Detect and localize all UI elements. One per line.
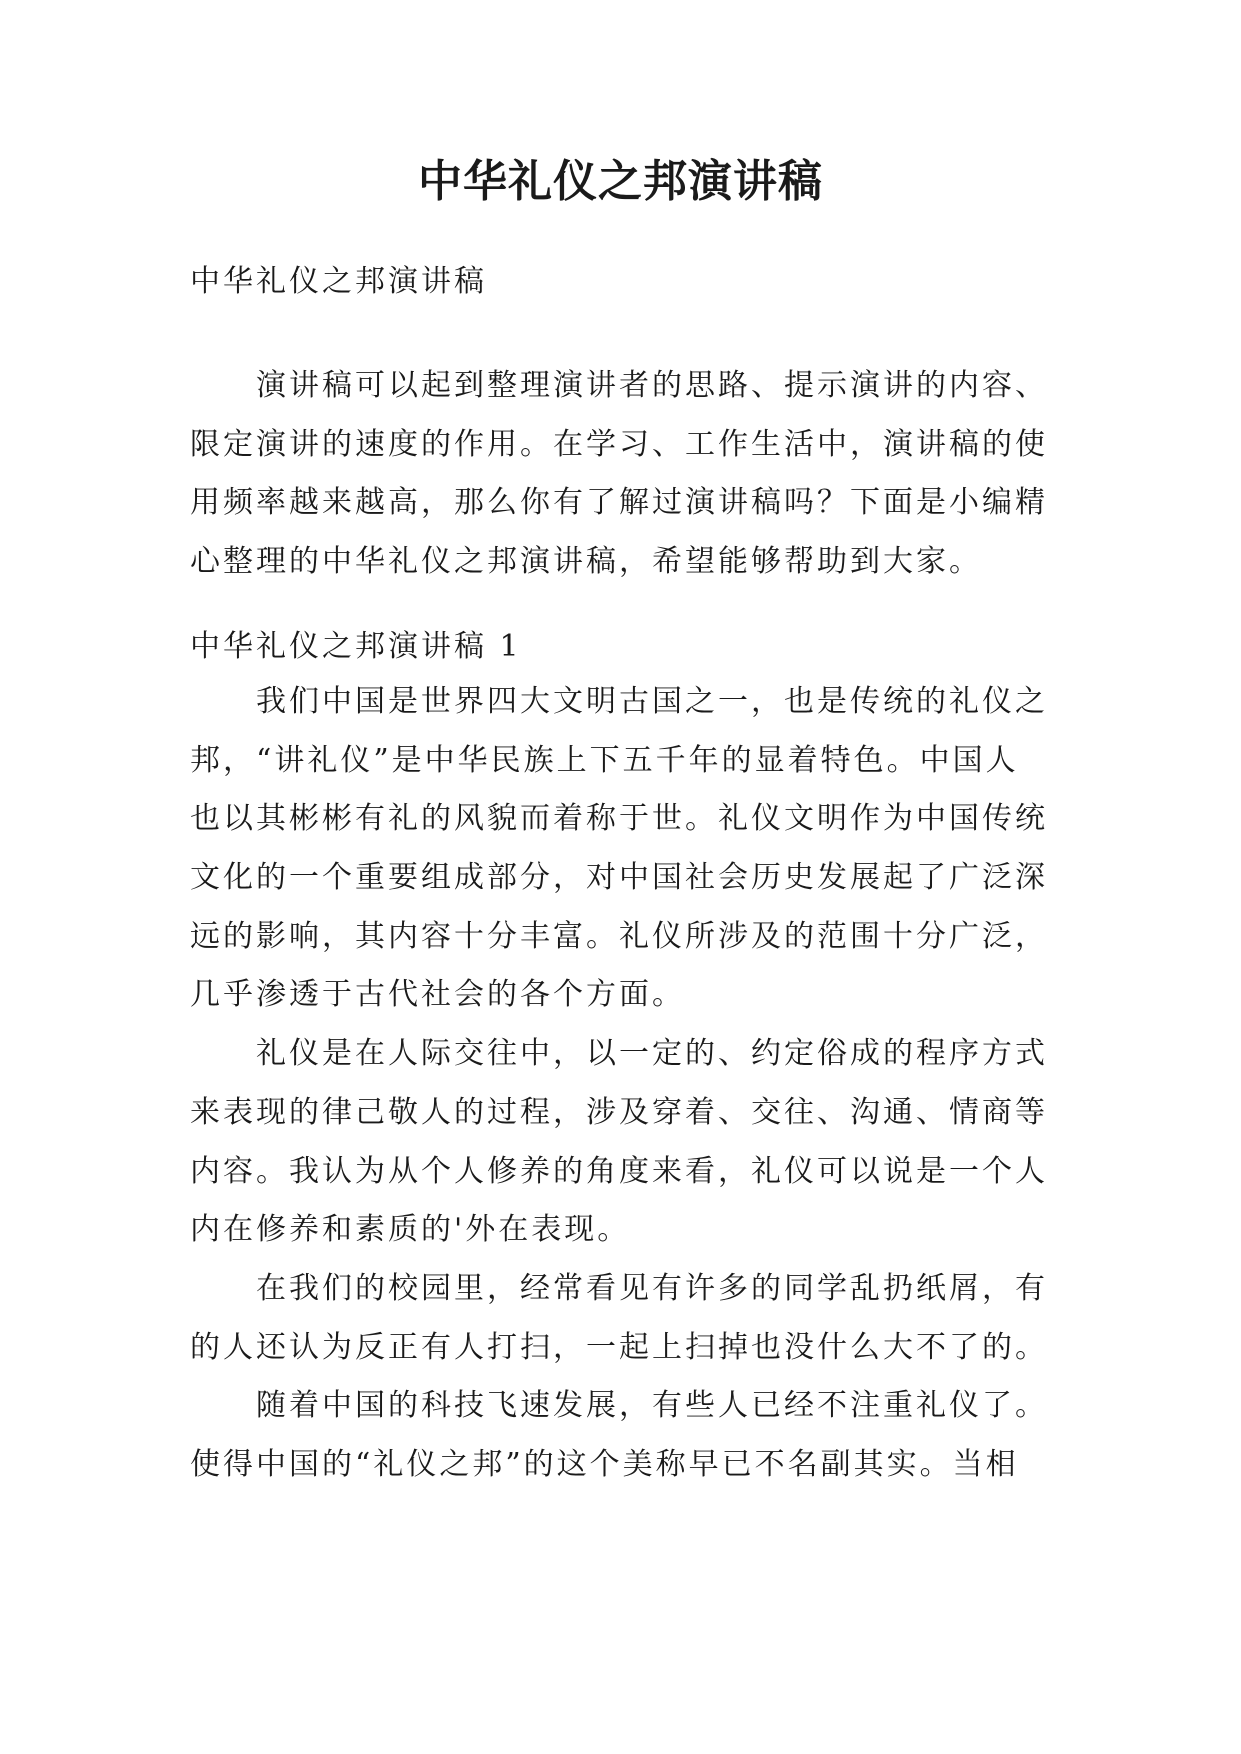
section-heading: 中华礼仪之邦演讲稿 1 xyxy=(190,629,522,664)
section-line: 几乎渗透于古代社会的各个方面。 xyxy=(190,977,685,1013)
section-line: 邦，“讲礼仪”是中华民族上下五千年的显着特色。中国人 xyxy=(190,742,1019,778)
section-line: 文化的一个重要组成部分，对中国社会历史发展起了广泛深 xyxy=(190,860,1048,896)
intro-line: 演讲稿可以起到整理演讲者的思路、提示演讲的内容、 xyxy=(190,368,1048,403)
section-line: 内容。我认为从个人修养的角度来看，礼仪可以说是一个人 xyxy=(190,1153,1048,1189)
section-line: 的人还认为反正有人打扫，一起上扫掉也没什么大不了的。 xyxy=(190,1329,1048,1365)
section-line: 礼仪是在人际交往中，以一定的、约定俗成的程序方式 xyxy=(190,1036,1048,1072)
intro-line: 用频率越来越高，那么你有了解过演讲稿吗？下面是小编精 xyxy=(190,485,1048,521)
section-line: 在我们的校园里，经常看见有许多的同学乱扔纸屑，有 xyxy=(190,1270,1048,1306)
section-line: 随着中国的科技飞速发展，有些人已经不注重礼仪了。 xyxy=(190,1388,1048,1424)
section-line: 来表现的律己敬人的过程，涉及穿着、交往、沟通、情商等 xyxy=(190,1094,1048,1130)
document-subtitle: 中华礼仪之邦演讲稿 xyxy=(190,264,487,299)
section-line: 也以其彬彬有礼的风貌而着称于世。礼仪文明作为中国传统 xyxy=(190,801,1048,837)
section-line: 内在修养和素质的'外在表现。 xyxy=(190,1212,631,1248)
intro-line: 限定演讲的速度的作用。在学习、工作生活中，演讲稿的使 xyxy=(190,426,1048,462)
section-line: 使得中国的“礼仪之邦”的这个美称早已不名副其实。当相 xyxy=(190,1446,1019,1482)
section-line: 远的影响，其内容十分丰富。礼仪所涉及的范围十分广泛， xyxy=(190,918,1048,954)
intro-line: 心整理的中华礼仪之邦演讲稿，希望能够帮助到大家。 xyxy=(190,544,982,580)
section-body xyxy=(190,673,1060,1495)
section-line: 我们中国是世界四大文明古国之一，也是传统的礼仪之 xyxy=(190,684,1048,719)
document-title: 中华礼仪之邦演讲稿 xyxy=(418,156,823,207)
intro-paragraph xyxy=(190,357,1060,592)
